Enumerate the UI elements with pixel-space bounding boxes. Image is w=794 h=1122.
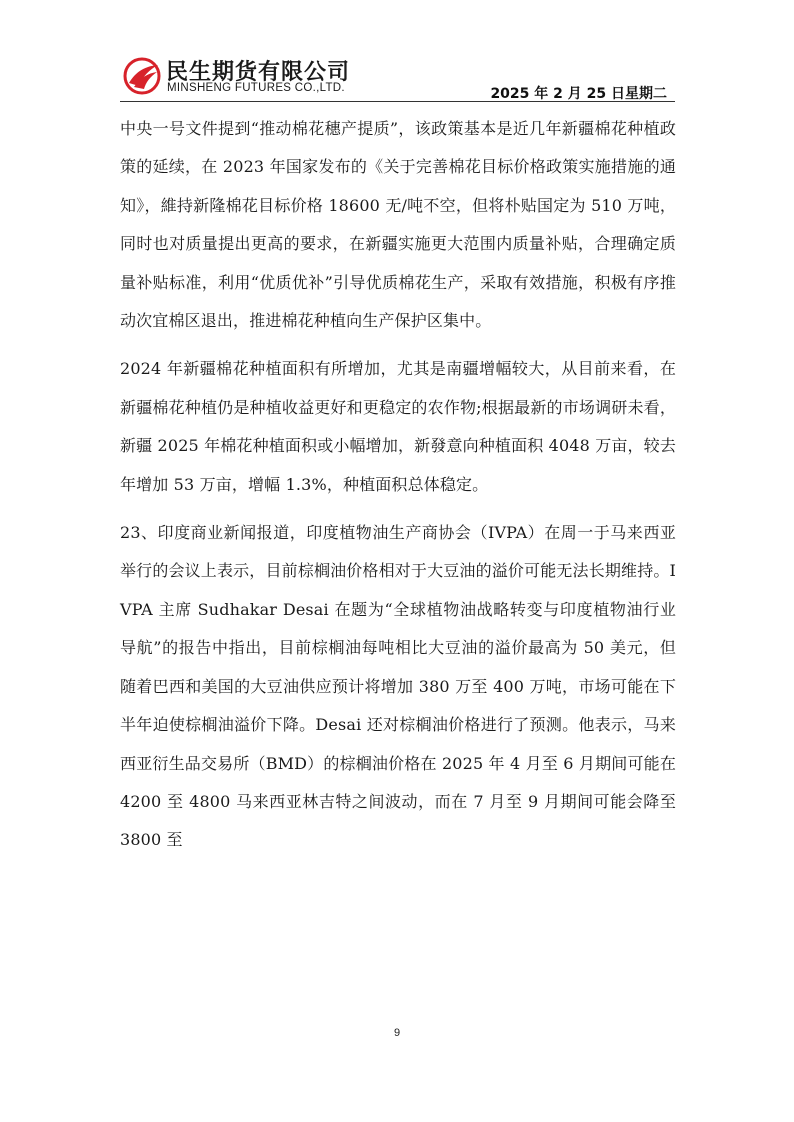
report-date: 2025 年 2 月 25 日星期二 — [490, 86, 667, 102]
paragraph-cotton-acreage: 2024 年新疆棉花种植面积有所增加，尤其是南疆增幅较大，从目前来看，在新疆棉花种植仍是种植收益更好和更稳定的农作物;根据最新的市场调研未看，新疆 2025 年棉花种植面积或小幅增加，新發意向种植面积 4048 万亩，较去年增加 53 万亩，增幅 1.3%，种植面积总体稳定。 — [120, 359, 676, 494]
paragraph-cotton-policy: 中央一号文件提到“推动棉花穗产提质”，该政策基本是近几年新疆棉花种植政策的延续，在 2023 年国家发布的《关于完善棉花目标价格政策实施措施的通知》，維持新隆棉花目标价格 18600 无/吨不空，但将朴贴国定为 510 万吨，同时也对质量提出更高的要求，在新疆实施更大范围内质量补贴，合理确定质量补贴标准，利用“优质优补”引导优质棉花生产，采取有效措施，积极有序推动次宜棉区退出，推进棉花种植向生产保护区集中。 — [120, 119, 676, 331]
company-logo-icon — [122, 56, 162, 96]
company-name-en: MINSHENG FUTURES CO.,LTD. — [167, 82, 345, 94]
paragraph-palm-oil-news: 23、印度商业新闻报道，印度植物油生产商协会（IVPA）在周一于马来西亚举行的会议上表示，目前棕榈油价格相对于大豆油的溢价可能无法长期维持。IVPA 主席 Sudhakar Desai 在题为“全球植物油战略转变与印度植物油行业导航”的报告中指出，目前棕榈油每吨相比大豆油的溢价最高为 50 美元，但随着巴西和美国的大豆油供应预计将增加 380 万至 400 万吨，市场可能在下半年迫使棕榈油溢价下降。Desai 还对棕榈油价格进行了预测。他表示，马来西亚衍生品交易所（BMD）的棕榈油价格在 2025 年 4 月至 6 月期间可能在 4200 至 4800 马来西亚林吉特之间波动，而在 7 月至 9 月期间可能会降至 3800 至 — [120, 523, 676, 850]
header-divider — [120, 101, 675, 102]
company-name-cn: 民生期货有限公司 — [166, 60, 351, 85]
page-number: 9 — [393, 1027, 401, 1039]
page-header — [120, 52, 675, 102]
document-body — [120, 110, 676, 870]
